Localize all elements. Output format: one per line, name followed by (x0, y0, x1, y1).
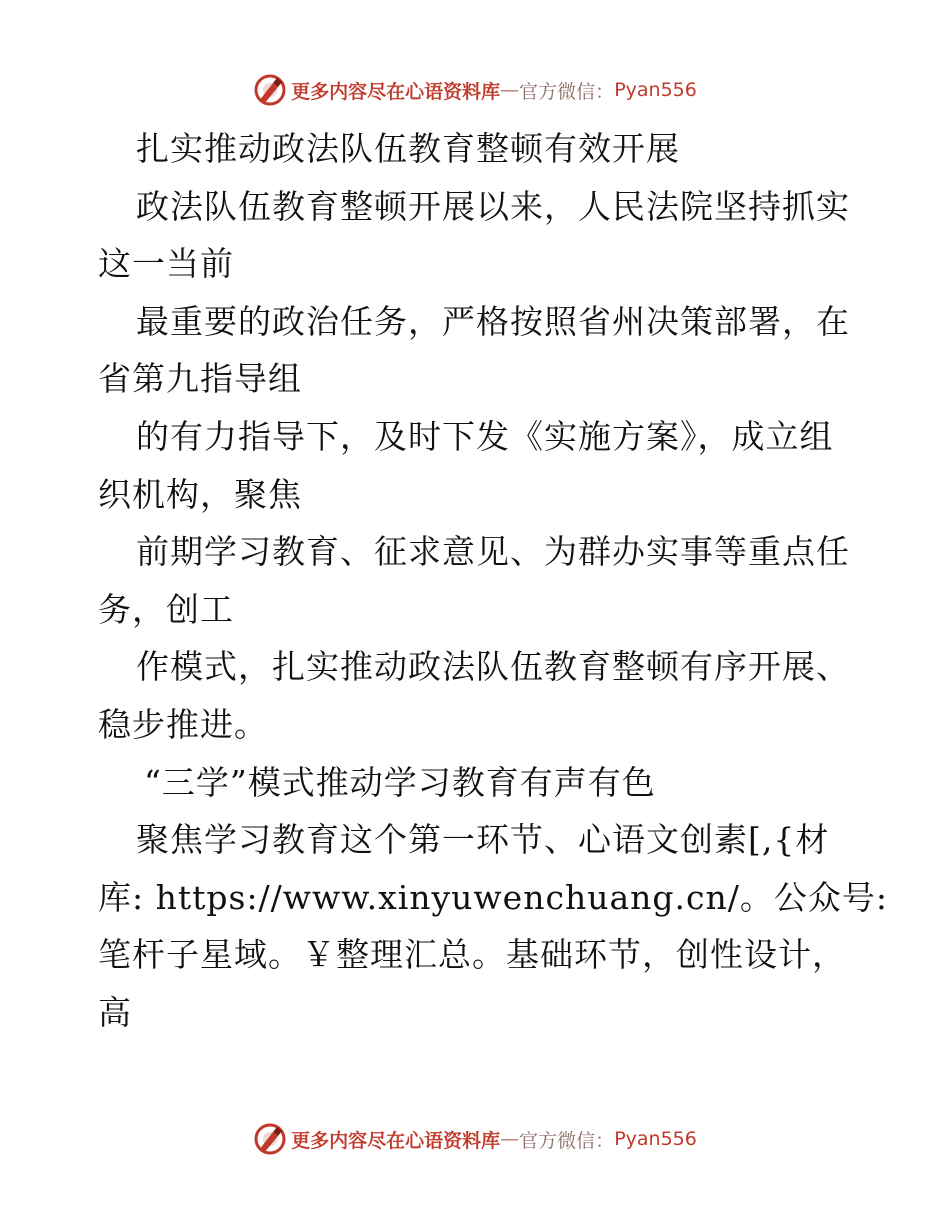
banner-wechat-label: 官方微信： (519, 1129, 615, 1152)
section-title: 扎实推动政法队伍教育整顿有效开展 (136, 129, 680, 168)
paragraph-line: 政法队伍教育整顿开展以来，人民法院坚持抓实 (136, 186, 850, 226)
header-banner (0, 72, 950, 108)
section-title: “三学”模式推动学习教育有声有色 (144, 762, 656, 802)
paragraph-line: 高 (98, 992, 132, 1032)
paragraph-line: 作模式，扎实推动政法队伍教育整顿有序开展、 (136, 647, 850, 687)
paragraph-line: 笔杆子星域。￥整理汇总。基础环节，创性设计， (98, 935, 846, 975)
paragraph-line: 这一当前 (98, 244, 234, 284)
banner-main-text: 更多内容尽在心语资料库 (291, 1129, 501, 1152)
banner-dash: — (500, 79, 520, 101)
footer-banner (0, 1121, 950, 1157)
document-body (98, 120, 888, 1042)
banner-main-text: 更多内容尽在心语资料库 (291, 80, 501, 103)
pen-nib-logo-icon (253, 1122, 287, 1156)
paragraph-line: 织机构，聚焦 (98, 474, 302, 514)
paragraph-line: 前期学习教育、征求意见、为群办实事等重点任 (136, 532, 850, 572)
paragraph-line: 务，创工 (98, 589, 234, 629)
banner-dash: — (500, 1128, 520, 1150)
paragraph-line: 聚焦学习教育这个第一环节、心语文创素[,{材 (136, 820, 830, 860)
banner-wechat-label: 官方微信： (519, 80, 615, 103)
paragraph-line: 省第九指导组 (98, 359, 302, 399)
banner-wechat-id: Pyan556 (614, 1128, 697, 1150)
paragraph-line: 的有力指导下，及时下发《实施方案》，成立组 (136, 416, 834, 456)
paragraph-line: 库: https://www.xinyuwenchuang.cn/。公众号: (98, 877, 888, 917)
banner-wechat-id: Pyan556 (614, 79, 697, 101)
pen-nib-logo-icon (253, 73, 287, 107)
paragraph-line: 稳步推进。 (98, 704, 268, 744)
paragraph-line: 最重要的政治任务，严格按照省州决策部署，在 (136, 301, 850, 341)
